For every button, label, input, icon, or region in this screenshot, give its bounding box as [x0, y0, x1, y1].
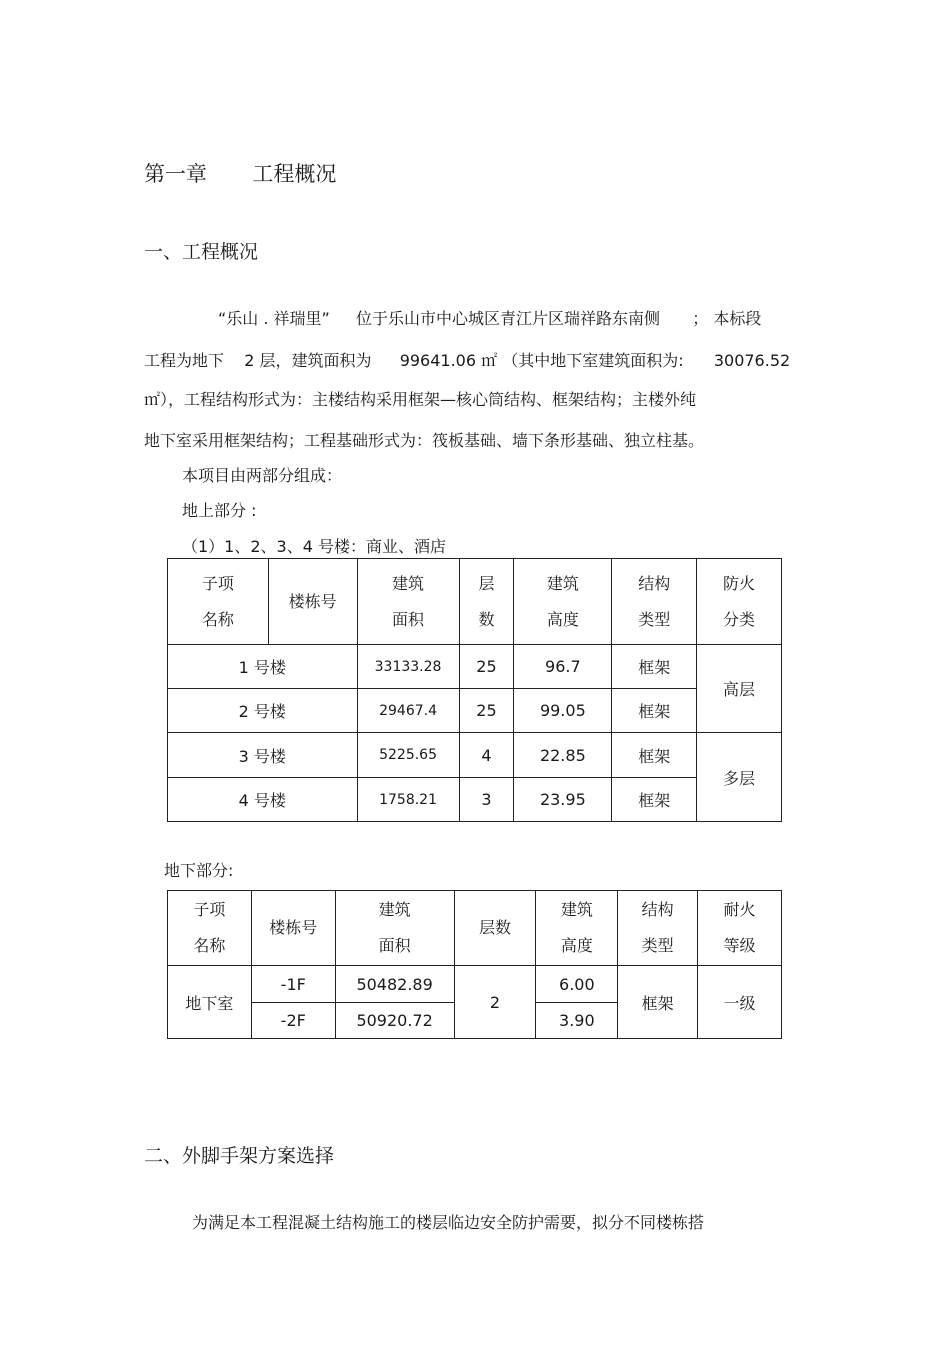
fire-class: 多层: [697, 733, 782, 822]
table-header-row: [168, 891, 782, 966]
intro-line-2: [144, 348, 790, 371]
table-row: [168, 645, 782, 689]
building-height: 96.7: [514, 645, 612, 689]
header-cell: 建筑 高度: [514, 559, 612, 645]
header-cell: 防火 分类: [697, 559, 782, 645]
building-height: 22.85: [514, 733, 612, 778]
project-name: “乐山 . 祥瑞里”: [218, 309, 330, 328]
header-cell: 层 数: [459, 559, 514, 645]
building-floors: 4: [459, 733, 514, 778]
intro-line-1: [218, 306, 761, 329]
chapter-heading: [144, 158, 336, 188]
project-location: 位于乐山市中心城区青江片区瑞祥路东南侧: [356, 309, 661, 328]
table-row: [168, 689, 782, 733]
building-area: 5225.65: [357, 733, 459, 778]
table-header-row: [168, 559, 782, 645]
intro-line-3: [144, 387, 696, 410]
area-unit: ㎡: [144, 390, 161, 409]
section-heading-1: 一、工程概况: [144, 241, 259, 263]
building-floors: 25: [459, 645, 514, 689]
header-cell: 耐火 等级: [698, 891, 782, 966]
building-name: 1 号楼: [168, 645, 358, 689]
basement-level: -2F: [251, 1003, 335, 1039]
intro-line-6: 地上部分 :: [182, 501, 257, 520]
basement-area: 50920.72: [335, 1003, 454, 1039]
table-row: [168, 733, 782, 778]
basement-name: 地下室: [168, 966, 252, 1039]
header-cell: 子项 名称: [168, 891, 252, 966]
header-cell: 楼栋号: [268, 559, 357, 645]
text-segment: 工程为地下: [144, 351, 225, 370]
building-height: 23.95: [514, 778, 612, 822]
building-name: 3 号楼: [168, 733, 358, 778]
building-structure: 框架: [612, 733, 697, 778]
building-area: 1758.21: [357, 778, 459, 822]
intro-line-7: （1）1、2、3、4 号楼：商业、酒店: [182, 537, 446, 556]
fire-class: 高层: [697, 645, 782, 733]
building-name: 2 号楼: [168, 689, 358, 733]
text-segment: （其中地下室建筑面积为:: [502, 351, 684, 370]
header-cell: 层数: [454, 891, 536, 966]
building-floors: 25: [459, 689, 514, 733]
basement-floors: 2: [454, 966, 536, 1039]
intro-line-5: 本项目由两部分组成：: [182, 466, 343, 485]
header-cell: 楼栋号: [251, 891, 335, 966]
table-row: [168, 966, 782, 1003]
building-name: 4 号楼: [168, 778, 358, 822]
building-structure: 框架: [612, 645, 697, 689]
building-area: 29467.4: [357, 689, 459, 733]
above-ground-table: [167, 558, 782, 822]
basement-height: 6.00: [536, 966, 618, 1003]
basement-fire-rating: 一级: [698, 966, 782, 1039]
basement-area: 30076.52: [713, 351, 791, 370]
header-cell: 子项 名称: [168, 559, 269, 645]
header-cell: 建筑 高度: [536, 891, 618, 966]
floor-count: 2: [244, 351, 255, 370]
text-segment: 层，建筑面积为: [259, 351, 372, 370]
building-area: 33133.28: [357, 645, 459, 689]
building-structure: 框架: [612, 778, 697, 822]
header-cell: 结构 类型: [612, 559, 697, 645]
underground-table: [167, 890, 782, 1039]
basement-level: -1F: [251, 966, 335, 1003]
line1-tail: 本标段: [713, 309, 762, 328]
section-heading-2: 二、外脚手架方案选择: [144, 1145, 335, 1167]
building-height: 99.05: [514, 689, 612, 733]
text-segment: ），工程结构形式为：主楼结构采用框架—核心筒结构、框架结构；主楼外纯: [160, 390, 697, 409]
chapter-title: 工程概况: [252, 162, 337, 186]
separator: ；: [692, 309, 709, 328]
building-structure: 框架: [612, 689, 697, 733]
basement-area: 50482.89: [335, 966, 454, 1003]
chapter-number: 第一章: [144, 162, 207, 186]
scaffold-paragraph: 为满足本工程混凝土结构施工的楼层临边安全防护需要，拟分不同楼栋搭: [192, 1213, 705, 1232]
intro-line-4: 地下室采用框架结构；工程基础形式为：筏板基础、墙下条形基础、独立柱基。: [144, 431, 705, 450]
header-cell: 结构 类型: [618, 891, 698, 966]
total-area: 99641.06: [399, 351, 477, 370]
table-row: [168, 778, 782, 822]
header-cell: 建筑 面积: [335, 891, 454, 966]
header-cell: 建筑 面积: [357, 559, 459, 645]
basement-structure: 框架: [618, 966, 698, 1039]
building-floors: 3: [459, 778, 514, 822]
basement-height: 3.90: [536, 1003, 618, 1039]
area-unit: ㎡: [481, 351, 498, 370]
underground-label: 地下部分:: [164, 861, 234, 880]
